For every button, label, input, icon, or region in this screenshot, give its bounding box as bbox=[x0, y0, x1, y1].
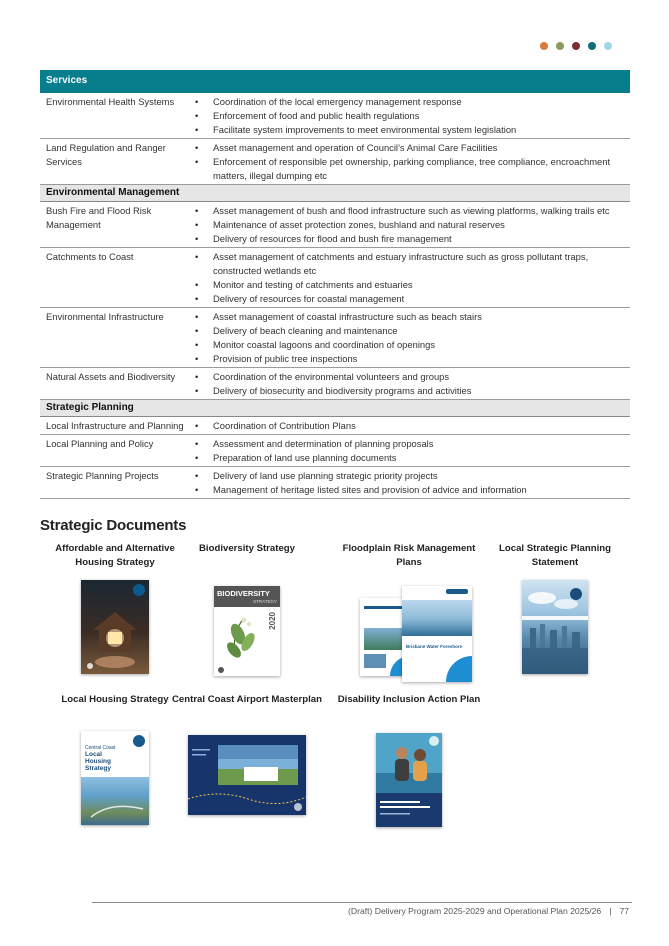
service-item: • Coordination of the local emergency management response bbox=[192, 95, 630, 109]
people-photo-icon bbox=[376, 733, 442, 827]
service-name: Environmental Health Systems bbox=[40, 93, 192, 139]
section-header-row bbox=[40, 185, 630, 202]
cover-subtitle: STRATEGY bbox=[214, 599, 280, 607]
table-row bbox=[40, 202, 630, 248]
service-name: Local Planning and Policy bbox=[40, 435, 192, 467]
document-label: Affordable and Alternative Housing Strategy bbox=[55, 543, 175, 568]
document-label: Biodiversity Strategy bbox=[199, 543, 295, 554]
service-item: • Asset management of coastal infrastructure such as beach stairs bbox=[192, 310, 630, 324]
service-list bbox=[192, 204, 630, 246]
page-footer bbox=[348, 906, 629, 916]
strategic-documents-heading: Strategic Documents bbox=[40, 517, 187, 534]
service-name: Natural Assets and Biodiversity bbox=[40, 368, 192, 400]
table-header: Services bbox=[40, 70, 630, 93]
document-label: Local Strategic Planning Statement bbox=[499, 543, 611, 568]
document-cover-image[interactable] bbox=[188, 735, 306, 815]
document-cover-image[interactable] bbox=[81, 731, 149, 825]
service-item: • Asset management of bush and flood infrastructure such as viewing platforms, walking trails etc bbox=[192, 204, 630, 218]
document-label: Local Housing Strategy bbox=[61, 694, 169, 705]
table-header-row bbox=[40, 70, 630, 93]
service-item: • Asset management of catchments and estuary infrastructure such as gross pollutant traps, constructed wetlands etc bbox=[192, 250, 630, 278]
table-row bbox=[40, 417, 630, 435]
cover-title: Local Housing Strategy bbox=[85, 751, 112, 772]
document-affordable-housing[interactable] bbox=[40, 542, 190, 674]
service-name: Environmental Infrastructure bbox=[40, 308, 192, 368]
bridge-icon bbox=[81, 731, 149, 825]
decor-dot-orange bbox=[540, 42, 548, 50]
service-list bbox=[192, 370, 630, 398]
document-local-strategic-planning[interactable] bbox=[480, 542, 630, 674]
footer-title: (Draft) Delivery Program 2025-2029 and Operational Plan 2025/26 bbox=[348, 906, 602, 916]
service-list bbox=[192, 310, 630, 366]
service-list bbox=[192, 437, 630, 465]
service-item: • Assessment and determination of planning proposals bbox=[192, 437, 630, 451]
cover-year: 2020 bbox=[268, 612, 277, 630]
service-item: • Delivery of resources for flood and bush fire management bbox=[192, 232, 630, 246]
table-row bbox=[40, 368, 630, 400]
document-cover-image[interactable] bbox=[214, 586, 280, 676]
leaf-icon bbox=[214, 608, 280, 676]
document-label: Floodplain Risk Management Plans bbox=[342, 543, 476, 568]
airfield-icon bbox=[188, 735, 306, 815]
decor-dot-olive bbox=[556, 42, 564, 50]
service-item: • Maintenance of asset protection zones, bushland and natural reserves bbox=[192, 218, 630, 232]
service-name: Bush Fire and Flood Risk Management bbox=[40, 202, 192, 248]
service-list bbox=[192, 250, 630, 306]
document-cover-image[interactable] bbox=[522, 580, 588, 674]
document-label: Disability Inclusion Action Plan bbox=[337, 694, 481, 705]
cover-title: BIODIVERSITY bbox=[214, 586, 280, 599]
service-item: • Management of heritage listed sites and provision of advice and information bbox=[192, 483, 630, 497]
document-cover-image[interactable] bbox=[348, 586, 472, 682]
table-row bbox=[40, 308, 630, 368]
service-name: Catchments to Coast bbox=[40, 248, 192, 308]
service-list bbox=[192, 141, 630, 183]
section-title: Strategic Planning bbox=[40, 400, 630, 417]
services-table bbox=[40, 70, 630, 499]
footer-separator: | bbox=[609, 906, 612, 916]
service-name: Land Regulation and Ranger Services bbox=[40, 139, 192, 185]
table-row bbox=[40, 93, 630, 139]
document-airport-masterplan[interactable] bbox=[172, 693, 322, 815]
service-item: • Preparation of land use planning documents bbox=[192, 451, 630, 465]
house-icon bbox=[81, 580, 149, 674]
service-list bbox=[192, 95, 630, 137]
service-item: • Delivery of biosecurity and biodiversity programs and activities bbox=[192, 384, 630, 398]
table-row bbox=[40, 435, 630, 467]
service-item: • Enforcement of food and public health regulations bbox=[192, 109, 630, 123]
document-local-housing-strategy[interactable] bbox=[40, 693, 190, 825]
page-number: 77 bbox=[619, 906, 629, 916]
section-title: Environmental Management bbox=[40, 185, 630, 202]
service-list bbox=[192, 419, 630, 433]
table-row bbox=[40, 467, 630, 499]
service-item: • Delivery of resources for coastal management bbox=[192, 292, 630, 306]
service-item: • Facilitate system improvements to meet environmental system legislation bbox=[192, 123, 630, 137]
service-item: • Delivery of land use planning strategic priority projects bbox=[192, 469, 630, 483]
table-row bbox=[40, 139, 630, 185]
document-floodplain-risk[interactable] bbox=[334, 542, 484, 682]
document-disability-inclusion[interactable] bbox=[334, 693, 484, 827]
service-name: Strategic Planning Projects bbox=[40, 467, 192, 499]
table-row bbox=[40, 248, 630, 308]
service-item: • Coordination of Contribution Plans bbox=[192, 419, 630, 433]
service-item: • Enforcement of responsible pet ownership, parking compliance, tree compliance, encroachment matters, illegal dumping etc bbox=[192, 155, 630, 183]
service-item: • Monitor and testing of catchments and estuaries bbox=[192, 278, 630, 292]
cover-org: Central Coast bbox=[85, 745, 116, 751]
decorative-dots bbox=[540, 42, 612, 50]
service-item: • Monitor coastal lagoons and coordination of openings bbox=[192, 338, 630, 352]
cover-subtitle: Brisbane Water Foreshore bbox=[406, 644, 463, 649]
decor-dot-maroon bbox=[572, 42, 580, 50]
service-list bbox=[192, 469, 630, 497]
service-item: • Asset management and operation of Council’s Animal Care Facilities bbox=[192, 141, 630, 155]
document-cover-image[interactable] bbox=[376, 733, 442, 827]
service-item: • Coordination of the environmental volunteers and groups bbox=[192, 370, 630, 384]
document-cover-image[interactable] bbox=[81, 580, 149, 674]
service-item: • Delivery of beach cleaning and maintenance bbox=[192, 324, 630, 338]
skyline-icon bbox=[522, 580, 588, 674]
service-name: Local Infrastructure and Planning bbox=[40, 417, 192, 435]
footer-divider bbox=[92, 902, 632, 903]
service-item: • Provision of public tree inspections bbox=[192, 352, 630, 366]
section-header-row bbox=[40, 400, 630, 417]
document-label: Central Coast Airport Masterplan bbox=[172, 694, 322, 705]
document-biodiversity-strategy[interactable] bbox=[172, 542, 322, 676]
decor-dot-light-blue bbox=[604, 42, 612, 50]
decor-dot-teal bbox=[588, 42, 596, 50]
